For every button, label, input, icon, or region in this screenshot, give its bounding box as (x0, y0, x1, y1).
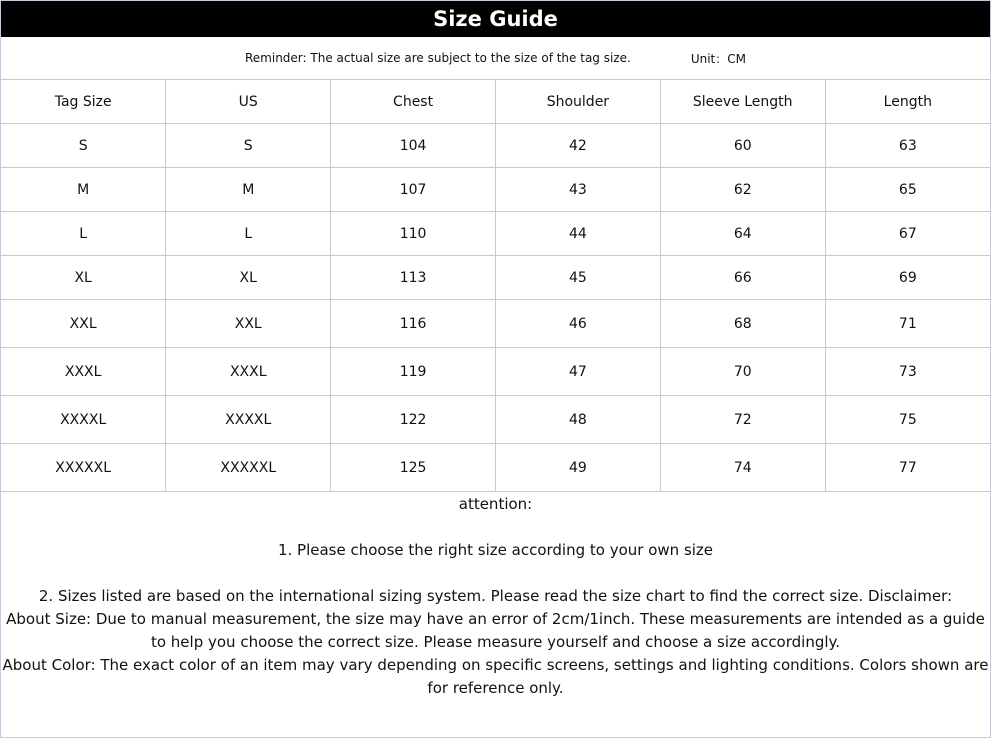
table-cell: 73 (825, 348, 990, 396)
table-cell: 104 (331, 124, 496, 168)
table-cell: 42 (495, 124, 660, 168)
table-cell: XXL (1, 300, 166, 348)
table-cell: 67 (825, 212, 990, 256)
table-cell: L (1, 212, 166, 256)
table-cell: XXL (166, 300, 331, 348)
table-cell: XXXXL (1, 396, 166, 444)
table-cell: 48 (495, 396, 660, 444)
table-cell: 110 (331, 212, 496, 256)
table-cell: 116 (331, 300, 496, 348)
table-row (1, 256, 990, 300)
table-row (1, 124, 990, 168)
table-cell: 119 (331, 348, 496, 396)
table-cell: 75 (825, 396, 990, 444)
table-row (1, 168, 990, 212)
table-cell: S (1, 124, 166, 168)
table-row (1, 212, 990, 256)
header-cell: Shoulder (495, 80, 660, 124)
header-cell: Sleeve Length (660, 80, 825, 124)
note-line-2: 2. Sizes listed are based on the international sizing system. Please read the size chart to find the correct size. Disclaimer: (38, 587, 953, 605)
table-cell: 63 (825, 124, 990, 168)
table-cell: 107 (331, 168, 496, 212)
table-cell: 69 (825, 256, 990, 300)
table-cell: M (1, 168, 166, 212)
table-cell: XXXXXL (166, 444, 331, 492)
table-cell: 66 (660, 256, 825, 300)
table-cell: 68 (660, 300, 825, 348)
header-cell: Chest (331, 80, 496, 124)
table-cell: 44 (495, 212, 660, 256)
header-cell: Length (825, 80, 990, 124)
table-row (1, 348, 990, 396)
table-header-row (1, 80, 990, 124)
table-cell: 113 (331, 256, 496, 300)
reminder-row (1, 37, 990, 80)
table-cell: 77 (825, 444, 990, 492)
table-row (1, 396, 990, 444)
table-cell: XL (1, 256, 166, 300)
unit-text: Unit：CM (690, 51, 746, 66)
table-cell: L (166, 212, 331, 256)
size-table (1, 80, 990, 492)
attention-label: attention: (458, 495, 533, 513)
table-row (1, 444, 990, 492)
table-cell: 60 (660, 124, 825, 168)
note-about-size: About Size: Due to manual measurement, the size may have an error of 2cm/1inch. These measurements are intended as a guide to help you choose the correct size. Please measure yourself and choose a size accordingly. (6, 610, 985, 651)
table-row (1, 300, 990, 348)
reminder-text: Reminder: The actual size are subject to the size of the tag size. (245, 51, 631, 65)
table-cell: XXXL (166, 348, 331, 396)
table-cell: 47 (495, 348, 660, 396)
note-about-color: About Color: The exact color of an item may vary depending on specific screens, settings and lighting conditions. Colors shown are for reference only. (2, 656, 989, 697)
table-cell: 64 (660, 212, 825, 256)
notes-section (1, 492, 990, 700)
note-line-1: 1. Please choose the right size according to your own size (277, 541, 714, 559)
table-cell: 72 (660, 396, 825, 444)
table-cell: XL (166, 256, 331, 300)
table-cell: 46 (495, 300, 660, 348)
table-cell: S (166, 124, 331, 168)
table-cell: 125 (331, 444, 496, 492)
header-cell: Tag Size (1, 80, 166, 124)
table-cell: 49 (495, 444, 660, 492)
table-cell: XXXL (1, 348, 166, 396)
table-cell: 62 (660, 168, 825, 212)
table-cell: 74 (660, 444, 825, 492)
table-cell: 43 (495, 168, 660, 212)
table-cell: 71 (825, 300, 990, 348)
header-cell: US (166, 80, 331, 124)
table-cell: XXXXL (166, 396, 331, 444)
table-cell: XXXXXL (1, 444, 166, 492)
table-cell: 65 (825, 168, 990, 212)
table-cell: 70 (660, 348, 825, 396)
table-cell: 45 (495, 256, 660, 300)
table-cell: M (166, 168, 331, 212)
page-title: Size Guide (1, 1, 990, 37)
table-cell: 122 (331, 396, 496, 444)
